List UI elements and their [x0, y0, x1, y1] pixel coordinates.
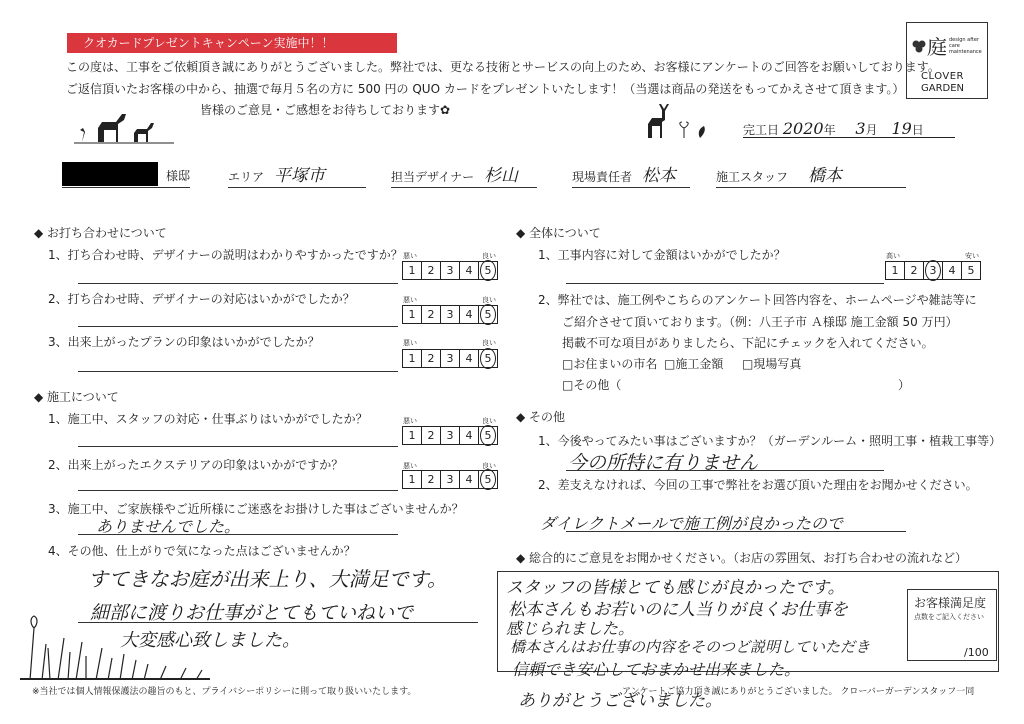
rating-scale-c2	[402, 470, 498, 489]
scale-3: 3	[441, 471, 460, 488]
satisfaction-box	[907, 589, 997, 661]
answer-line	[78, 283, 398, 284]
checkbox-photos[interactable]: □現場写真	[742, 357, 802, 371]
day-unit: 日	[911, 123, 924, 137]
scale-5-selected: 5	[479, 427, 497, 444]
general-comment-line-5: 信頼でき安心しておまかせ出来ました。	[512, 660, 801, 679]
construction-question-1: 1、施工中、スタッフの対応・仕事ぶりはいかがでしたか？	[48, 412, 368, 426]
rating-scale-c1	[402, 426, 498, 445]
scale-1: 1	[403, 350, 422, 367]
designer-value: 杉山	[484, 166, 518, 186]
deer-silhouette-icon	[640, 100, 720, 140]
scale-1: 1	[403, 262, 422, 279]
logo-subtitle: design after care maintenance	[949, 37, 982, 55]
scale-bad-label: 悪い	[403, 339, 417, 347]
scale-3: 3	[441, 262, 460, 279]
construction-answer-3: ありませんでした。	[96, 517, 241, 536]
answer-line	[78, 371, 398, 372]
other-answer-1: 今の所特に有りません	[568, 452, 759, 474]
scale-5-selected: 5	[479, 471, 497, 488]
scale-4: 4	[460, 471, 479, 488]
checkbox-city[interactable]: □お住まいの市名	[562, 357, 658, 371]
staff-label: 施工スタッフ	[716, 170, 789, 184]
scale-5-selected: 5	[479, 350, 497, 367]
other-answer-2: ダイレクトメールで施工例が良かったので	[540, 514, 843, 533]
intro-line-1: この度は、工事をご依頼頂き誠にありがとうございました。弊社では、更なる技術とサービスの向上のため、お客様にアンケートのご回答をお願いしております。	[66, 60, 940, 74]
manager-value: 松本	[641, 166, 676, 186]
general-comment-line-3: 感じられました。	[506, 619, 635, 638]
answer-line	[566, 283, 884, 284]
campaign-banner: クオカードプレゼントキャンペーン実施中！！	[67, 33, 397, 53]
scale-2: 2	[905, 262, 924, 279]
scale-5-selected: 5	[479, 306, 497, 323]
overall-question-2-line-3: 掲載不可な項目がありましたら、下記にチェックを入れてください。	[562, 336, 934, 350]
completion-day: 19	[891, 119, 912, 138]
scale-1: 1	[886, 262, 905, 279]
grass-decoration-icon	[20, 608, 210, 680]
scale-4: 4	[943, 262, 962, 279]
year-unit: 年	[823, 123, 836, 137]
scale-4: 4	[460, 306, 479, 323]
scale-2: 2	[422, 471, 441, 488]
privacy-footnote: ※当社では個人情報保護法の趣旨のもと、プライバシーポリシーに則って取り扱いいたします。	[32, 687, 417, 697]
general-section-title: ◆ 総合的にご意見をお聞かせください。（お店の雰囲気、お打ち合わせの流れなど）	[516, 551, 968, 565]
meeting-question-2: 2、打ち合わせ時、デザイナーの対応はいかがでしたか？	[48, 292, 355, 306]
customer-suffix: 様邸	[165, 169, 190, 183]
rating-scale-q3	[402, 349, 498, 368]
scale-3: 3	[441, 427, 460, 444]
completion-date	[743, 119, 955, 138]
scale-good-label: 良い	[482, 462, 496, 470]
answer-line	[78, 490, 398, 491]
construction-question-3: 3、施工中、ご家族様やご近所様にご迷惑をお掛けした事はございませんか？	[48, 502, 464, 516]
scale-cheap-label: 安い	[965, 252, 979, 260]
logo-kanji: 庭	[927, 35, 947, 59]
scale-4: 4	[460, 262, 479, 279]
logo-clover-text: CLOVER	[921, 71, 964, 82]
rating-scale-q2	[402, 305, 498, 324]
area-value: 平塚市	[273, 166, 325, 186]
customer-field	[62, 165, 190, 188]
scale-good-label: 良い	[482, 339, 496, 347]
clover-icon	[911, 39, 927, 55]
logo-garden-text: GARDEN	[921, 83, 965, 94]
intro-line-2: ご返信頂いたお客様の中から、抽選で毎月５名の方に 500 円の QUO カードをプレゼントいたします！（当選は商品の発送をもってかえさせて頂きます。）	[66, 82, 905, 96]
designer-label: 担当デザイナー	[391, 170, 475, 184]
scale-4: 4	[460, 350, 479, 367]
manager-label: 現場責任者	[572, 170, 633, 184]
construction-answer-4-line-1: すてきなお庭が出来上り、大満足です。	[88, 567, 447, 591]
satisfaction-label: お客様満足度	[914, 596, 987, 610]
completion-year: 2020	[782, 119, 824, 138]
other-question-2: 2、差支えなければ、今回の工事で弊社をお選び頂いた理由をお聞かせください。	[538, 478, 978, 492]
meeting-question-3: 3、出来上がったプランの印象はいかがでしたか？	[48, 335, 320, 349]
scale-high-label: 高い	[886, 252, 900, 260]
intro-line-3: 皆様のご意見・ご感想をお待ちしております✿	[200, 103, 451, 117]
scale-1: 1	[403, 471, 422, 488]
meeting-section-title: ◆ お打ち合わせについて	[34, 226, 167, 240]
scale-good-label: 良い	[482, 296, 496, 304]
other-section-title: ◆ その他	[516, 410, 566, 424]
checkbox-price[interactable]: □施工金額	[664, 357, 724, 371]
overall-question-2-line-2: ご紹介させて頂いております。（例：八王子市 Ａ様邸 施工金額 50 万円）	[562, 315, 958, 329]
scale-good-label: 良い	[482, 252, 496, 260]
other-close-paren: ）	[898, 378, 911, 392]
scale-2: 2	[422, 350, 441, 367]
other-question-1: 1、今後やってみたい事はございますか？（ガーデンルーム・照明工事・植栽工事等）	[538, 434, 1002, 448]
scale-5: 5	[967, 264, 975, 277]
rating-scale-price	[885, 261, 981, 280]
staff-field	[716, 165, 906, 188]
overall-question-1: 1、工事内容に対して金額はいかがでしたか？	[538, 248, 786, 262]
staff-value: 橋本	[807, 166, 842, 186]
rating-scale-q1	[402, 261, 498, 280]
satisfaction-denominator: /100	[964, 646, 989, 659]
scale-3: 3	[441, 306, 460, 323]
clover-garden-logo	[906, 22, 988, 99]
general-comment-line-6: ありがとうございました。	[518, 691, 722, 711]
area-field	[228, 165, 366, 188]
construction-question-4: 4、その他、仕上がりで気になった点はございませんか？	[48, 544, 356, 558]
scale-bad-label: 悪い	[403, 462, 417, 470]
horse-silhouette-icon	[74, 100, 174, 144]
construction-answer-4-line-3: 大変感心致しました。	[120, 630, 300, 651]
answer-line	[566, 531, 906, 532]
scale-3-selected: 3	[924, 262, 943, 279]
designer-field	[391, 165, 537, 188]
scale-1: 1	[403, 427, 422, 444]
scale-bad-label: 悪い	[403, 252, 417, 260]
overall-question-2-line-1: 2、弊社では、施工例やこちらのアンケート回答内容を、ホームページや雑誌等に	[538, 293, 977, 307]
meeting-question-1: 1、打ち合わせ時、デザイナーの説明はわかりやすかったですか？	[48, 248, 403, 262]
scale-bad-label: 悪い	[403, 296, 417, 304]
completion-label: 完工日	[743, 123, 780, 137]
scale-2: 2	[422, 306, 441, 323]
construction-question-2: 2、出来上がったエクステリアの印象はいかがですか？	[48, 458, 344, 472]
answer-line	[78, 534, 398, 535]
checkbox-other[interactable]: □その他（	[562, 378, 622, 392]
scale-2: 2	[422, 427, 441, 444]
general-comment-line-1: スタッフの皆様とても感じが良かったです。	[506, 578, 845, 598]
general-comment-line-2: 松本さんもお若いのに人当りが良くお仕事を	[508, 600, 848, 620]
general-comment-line-4: 橋本さんはお仕事の内容をそのつど説明していただき	[510, 638, 871, 656]
completion-month: 3	[855, 119, 866, 138]
scale-3: 3	[441, 350, 460, 367]
scale-5-selected: 5	[479, 262, 497, 279]
answer-line	[566, 470, 884, 471]
scale-2: 2	[422, 262, 441, 279]
scale-1: 1	[403, 306, 422, 323]
thanks-footnote: アンケートご協力頂き誠にありがとうございました。 クローバーガーデンスタッフ一同	[622, 687, 975, 697]
site-manager-field	[572, 165, 690, 188]
overall-section-title: ◆ 全体について	[516, 226, 601, 240]
area-label: エリア	[228, 170, 265, 184]
construction-section-title: ◆ 施工について	[34, 390, 119, 404]
construction-answer-4-line-2: 細部に渡りお仕事がとてもていねいで	[90, 602, 414, 624]
month-unit: 月	[865, 123, 878, 137]
satisfaction-sub: 点数をご記入ください	[914, 613, 984, 621]
answer-line	[78, 446, 398, 447]
scale-4: 4	[460, 427, 479, 444]
scale-good-label: 良い	[482, 417, 496, 425]
answer-line	[78, 326, 398, 327]
scale-bad-label: 悪い	[403, 417, 417, 425]
